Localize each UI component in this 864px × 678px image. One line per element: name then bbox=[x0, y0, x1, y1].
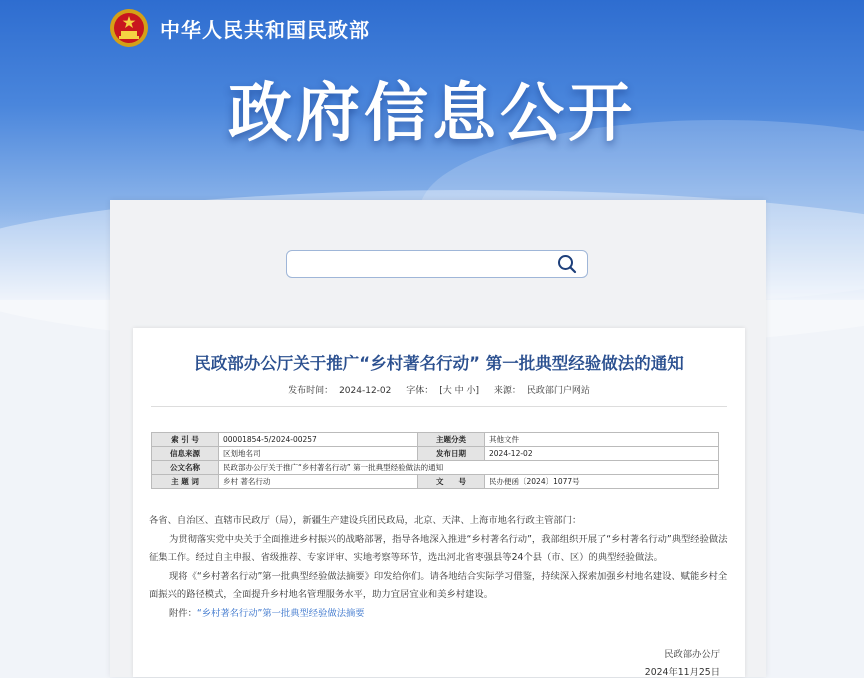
table-cell-value: 乡村 著名行动 bbox=[219, 475, 418, 489]
table-cell-label: 公文名称 bbox=[152, 461, 219, 475]
table-cell-value: 民办便函〔2024〕1077号 bbox=[485, 475, 719, 489]
divider bbox=[151, 406, 727, 407]
sign-date: 2024年11月25日 bbox=[644, 667, 720, 678]
table-cell-label: 信息来源 bbox=[152, 447, 219, 461]
table-row bbox=[152, 433, 719, 447]
search-input[interactable] bbox=[295, 254, 549, 276]
document-meta bbox=[133, 383, 745, 396]
table-row bbox=[152, 461, 719, 475]
attachment-label: 附件： bbox=[169, 607, 197, 619]
table-cell-value: 2024-12-02 bbox=[485, 447, 719, 461]
font-size-selector[interactable]: [大 中 小] bbox=[439, 386, 480, 396]
salutation: 各省、自治区、直辖市民政厅（局），新疆生产建设兵团民政局，北京、天津、上海市地名行政主管部门： bbox=[149, 515, 582, 526]
info-table bbox=[151, 432, 719, 489]
font-label: 字体： bbox=[406, 386, 434, 396]
table-cell-value: 00001854-5/2024-00257 bbox=[219, 433, 418, 447]
attachment-line bbox=[149, 605, 733, 624]
table-cell-label: 索 引 号 bbox=[152, 433, 219, 447]
document-title: 民政部办公厅关于推广“乡村著名行动” 第一批典型经验做法的通知 bbox=[194, 354, 684, 373]
publish-date: 2024-12-02 bbox=[339, 386, 392, 396]
attachment-link[interactable]: “乡村著名行动”第一批典型经验做法摘要 bbox=[196, 607, 365, 619]
table-cell-value: 其他文件 bbox=[485, 433, 719, 447]
table-row bbox=[152, 475, 719, 489]
table-cell-label: 主 题 词 bbox=[152, 475, 219, 489]
document-card bbox=[133, 328, 745, 677]
table-cell-value: 区划地名司 bbox=[219, 447, 418, 461]
signer: 民政部办公厅 bbox=[664, 649, 720, 660]
table-cell-value: 民政部办公厅关于推广“乡村著名行动” 第一批典型经验做法的通知 bbox=[219, 461, 719, 475]
ministry-name[interactable]: 中华人民共和国民政部 bbox=[160, 18, 370, 42]
source-value: 民政部门户网站 bbox=[526, 386, 590, 396]
table-row bbox=[152, 447, 719, 461]
publish-label: 发布时间： bbox=[288, 386, 334, 396]
national-emblem-icon[interactable] bbox=[109, 8, 149, 48]
table-cell-label: 文 号 bbox=[418, 475, 485, 489]
source-label: 来源： bbox=[493, 386, 521, 396]
paragraph: 现将《“乡村著名行动”第一批典型经验做法摘要》印发给你们。请各地结合实际学习借鉴，持续深入探索加强乡村地名建设、赋能乡村全面振兴的路径模式，全面提升乡村地名管理服务水平，助力宜居宜业和美乡村建设。 bbox=[149, 570, 728, 600]
table-cell-label: 主题分类 bbox=[418, 433, 485, 447]
search-box[interactable] bbox=[286, 250, 588, 278]
document-body bbox=[149, 512, 733, 623]
table-cell-label: 发布日期 bbox=[418, 447, 485, 461]
search-icon[interactable] bbox=[557, 254, 577, 274]
paragraph: 为贯彻落实党中央关于全面推进乡村振兴的战略部署，指导各地深入推进“乡村著名行动”，我部组织开展了“乡村著名行动”典型经验做法征集工作。经过自主申报、省级推荐、专家评审、实地考察等环节，选出河北省枣强县等24个县（市、区）的典型经验做法。 bbox=[149, 533, 728, 563]
section-title: 政府信息公开 bbox=[228, 77, 636, 151]
